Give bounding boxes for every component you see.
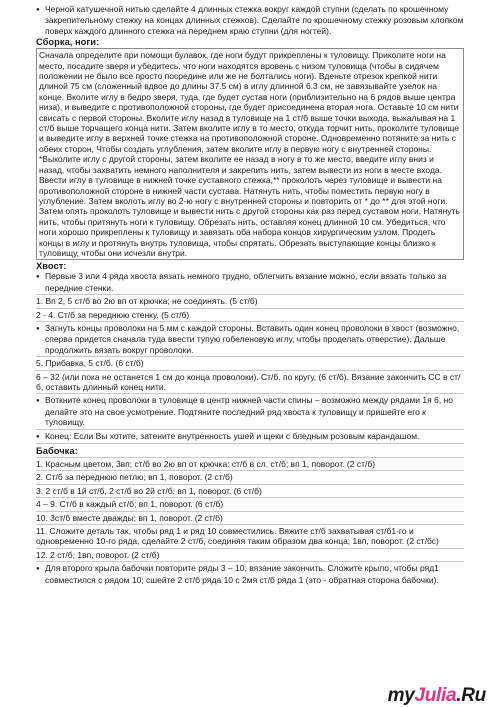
butterfly-second-wing: ● Для второго крыла бабочки повторите ряды 3 – 10; вязание закончить. Сложите крыло, чтобы ряд1 совместился с рядом 10; сшейте 2 ст/б ряда 10 с 2мя ст/б ряда 1 (это - обратная сторона бабочки).	[36, 563, 464, 585]
divider	[36, 429, 464, 430]
divider	[36, 470, 464, 471]
tail-heading: Хвост:	[36, 260, 67, 272]
assembly-legs-heading: Сборка, ноги:	[36, 36, 100, 48]
assembly-legs-body: Сначала определите при помощи булавок, где ноги будут прикреплены к туловищу. Приколите ноги на место, посадите зверя и убедитесь, что ноги находятся вровень с низом туловища (чтобы в сидячем положении не было все просто посредине или же не болтались ноги). Вденьте отрезок крепкой нити длиной 75 см (сложенный вдвое до длины 37.5 см) в иглу длинной 6.3 см, не завязывайте узелок на конце. Вколите иглу в бедро зверя, туда, где будет сустав ноги (приблизительно на 6 рядов выше центра низа), и выведите с противоположной стороны, где будет присоединена вторая нога. Оставьте 10 см нити свисать с первой стороны. Вколите иглу назад в туловище на 1 ст/б выше точки выхода, выкалывая на 1 ст/б выше торчащего конца нити. Затем вколите иглу в то место, откуда торчит нить, проколите туловище и выведите иглу в верхней точке стежка на противоположной стороне. Одновременно потяните за нить с обеих сторон, Чтобы создать углубления, затем вколите иглу в первую ногу с внутренней стороны. *Выколите иглу с другой стороны, затем вколите ее назад в ногу в то же место, введите иглу вниз и назад, чтобы захватить немного наполнителя и закрепить нить, затем вывести из ноги в месте входа. Ввести иглу в туловище в нижней точке суставного стежка,** проколоть через туловище и вывести на противоположной стороне в нижней части сустава. Натянуть нить, чтобы поместить первую ногу в углубление. Затем вколоть иглу во 2-ю ногу с внутренней стороны и повторить от * до ** для этой ноги. Затем опять проколоть туловище и вывести нить с другой стороны как раз перед суставом ноги. Натянуть нить, чтобы притянуть ноги к туловищу. Обрезать нить, оставляя конец длинной 10 см. Убедиться, что ноги хорошо прикреплены к туловищу и завязать оба набора концов хирургическим узлом. Продеть концы в иглу и протянуть внутрь туловища, чтобы спрятать. Обрезать выступающие концы близко к туловищу, чтобы они исчезли внутри.	[39, 50, 460, 258]
divider	[36, 548, 464, 549]
divider	[36, 294, 464, 295]
tail-row-2: 2 - 4. Ст/б за переднюю стенку. (5 ст/б)	[36, 309, 190, 320]
tail-row-6-32: 6 – 32 (или пока не останется 1 см до конца проволоки). Ст/б. по кругу, (6 ст/б). Вязание закончить СС в ст/б, оставить длинный конец нити.	[36, 371, 461, 392]
tail-wire-note: ● Загнуть концы проволоки на 5 мм с каждой стороны. Вставить один конец проволоки в хвост (возможно, сперва придется сначала туда ввести тупую гобеленовую иглу, чтобы проделать отверстие). Дальше продолжить вязать вокруг проволоки.	[36, 323, 464, 355]
butterfly-row-1: 1. Красным цветом, 3вп; ст/б во 2ю вп от крючка: ст/б в сл. ст/б; вп 1, поворот. (2 ст/б)	[36, 459, 376, 470]
butterfly-row-12: 12. 2 ст/б; 1вп, поворот. (2 ст/б)	[36, 549, 160, 560]
tail-row-1: 1. Вп 2, 5 ст/б во 2ю вп от крючка; не соединять. (5 ст/б)	[36, 296, 258, 307]
watermark-my: my	[387, 684, 415, 706]
divider	[36, 511, 464, 512]
myjulia-logo-watermark	[387, 684, 486, 706]
watermark-julia: Julia	[414, 684, 457, 706]
divider	[36, 484, 464, 485]
divider	[36, 370, 464, 371]
divider	[36, 524, 464, 525]
divider	[36, 497, 464, 498]
divider	[36, 321, 464, 322]
divider	[36, 356, 464, 357]
divider	[36, 308, 464, 309]
butterfly-row-3: 3. 2 ст/б в 1й ст/б, 2 ст/б во 2й ст/б; вп 1, поворот. (6 ст/б)	[36, 485, 262, 496]
divider	[36, 443, 464, 444]
divider	[36, 561, 464, 562]
butterfly-heading: Бабочка:	[36, 445, 78, 457]
divider	[36, 393, 464, 394]
assembly-legs-box	[36, 48, 464, 260]
butterfly-row-4-9: 4 – 9. Ст/б в каждый ст/б; вп 1, поворот. (6 ст/б)	[36, 499, 224, 510]
watermark-ru: .Ru	[456, 684, 486, 706]
divider	[36, 457, 464, 458]
tail-attach-note: ● Воткните конец проволоки в туловище в центр нижней части спины – возможно между рядами 1я 6, но делайте это на свое усмотрение. Подтяните последний ряд хвоста к туловищу и пришейте его к туловищу.	[36, 395, 464, 427]
document-content	[36, 4, 464, 585]
tail-ending: ● Конец: Если Вы хотите, затените внутренность ушей и щеки с бледным розовым карандашом.	[36, 431, 464, 442]
butterfly-row-10: 10. 3ст/б вместе дважды; вп 1, поворот. (2 ст/б)	[36, 512, 223, 523]
butterfly-row-11: 11. Сложите деталь так, чтобы ряд 1 и ряд 10 совместились. Вяжите ст/б захватывая ст/б1-го и одновременно 10-го ряда, сделайте 2 ст/б, соединяя таким образом два конца; 1вп, поворот. (2 ст/бс)	[36, 526, 439, 547]
tail-note: ● Первые 3 или 4 ряда хвоста вязать немного трудно, облегчить вязание можно, если вязать только за передние стенки.	[36, 271, 464, 293]
intro-bullet: ● Черной катушечной нитью сделайте 4 длинных стежка вокруг каждой ступни (сделать по крошечному закрепительному стежку на концах длинных стежков). Сделайте по крошечному стежку розовым хлопком поверх каждого длинного стежка на переднем краю ступни (для ногтей).	[36, 4, 464, 36]
butterfly-row-2: 2. Ст/б за переднюю петлю; вп 1, поворот. (2 ст/б)	[36, 472, 233, 483]
tail-row-5: 5. Прибавка, 5 ст/б. (6 ст/б)	[36, 358, 144, 369]
